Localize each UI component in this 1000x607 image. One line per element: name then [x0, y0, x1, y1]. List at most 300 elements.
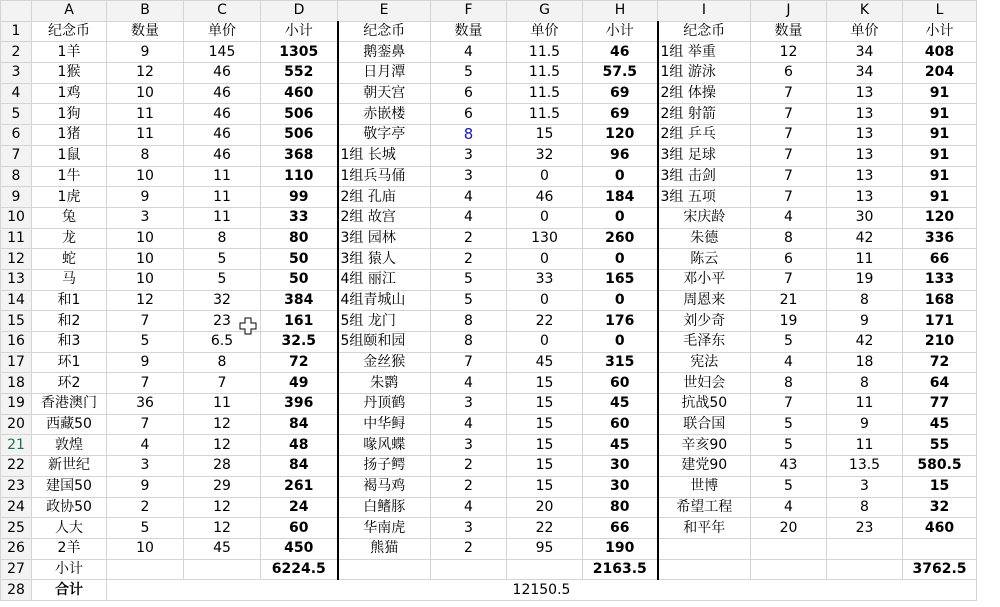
cell-j-qty[interactable]	[751, 538, 827, 559]
cell-l-sub[interactable]: 15	[903, 476, 977, 497]
cell-e-name[interactable]: 5组颐和园	[338, 332, 431, 353]
cell-a-name[interactable]: 西藏50	[32, 414, 107, 435]
cell-d-sub[interactable]: 60	[261, 518, 338, 539]
cell-h-sub[interactable]: 184	[583, 187, 658, 208]
cell-a-name[interactable]: 敦煌	[32, 435, 107, 456]
cell-a-name[interactable]: 兔	[32, 207, 107, 228]
cell-g-price[interactable]: 15	[507, 476, 583, 497]
cell-l-sub[interactable]: 120	[903, 207, 977, 228]
column-header-d[interactable]: D	[261, 1, 338, 22]
cell-i-name[interactable]: 朱德	[658, 228, 751, 249]
cell-d-sub[interactable]: 32.5	[261, 332, 338, 353]
cell-b-qty[interactable]: 8	[107, 145, 184, 166]
cell-c-price[interactable]: 11	[184, 187, 261, 208]
blank-cell[interactable]	[507, 559, 583, 580]
cell-h-sub[interactable]: 30	[583, 456, 658, 477]
cell-a-name[interactable]: 和2	[32, 311, 107, 332]
row-header[interactable]: 2	[1, 42, 32, 63]
cell-k-price[interactable]: 13.5	[827, 456, 903, 477]
cell-c-price[interactable]: 12	[184, 497, 261, 518]
cell-d-sub[interactable]: 450	[261, 538, 338, 559]
cell-k-price[interactable]: 11	[827, 394, 903, 415]
cell-f-qty[interactable]: 3	[431, 145, 507, 166]
cell-c-price[interactable]: 28	[184, 456, 261, 477]
cell-f-qty[interactable]: 3	[431, 435, 507, 456]
cell-j-qty[interactable]: 8	[751, 373, 827, 394]
cell-k-price[interactable]: 19	[827, 269, 903, 290]
cell-c-price[interactable]: 46	[184, 104, 261, 125]
cell-g-price[interactable]: 33	[507, 269, 583, 290]
cell-e-name[interactable]: 敬字亭	[338, 125, 431, 146]
cell-l-sub[interactable]: 580.5	[903, 456, 977, 477]
cell-k-price[interactable]: 13	[827, 145, 903, 166]
cell-j-qty[interactable]: 5	[751, 476, 827, 497]
cell-f-qty[interactable]: 4	[431, 207, 507, 228]
cell-l-sub[interactable]: 204	[903, 63, 977, 84]
cell-k-price[interactable]: 42	[827, 228, 903, 249]
cell-l-sub[interactable]: 32	[903, 497, 977, 518]
cell-g-price[interactable]: 11.5	[507, 42, 583, 63]
cell-e-name[interactable]: 赤嵌楼	[338, 104, 431, 125]
cell-e-name[interactable]: 朱鹮	[338, 373, 431, 394]
row-header[interactable]: 3	[1, 63, 32, 84]
row-header[interactable]: 7	[1, 145, 32, 166]
row-header[interactable]: 21	[1, 435, 32, 456]
blank-cell[interactable]	[184, 559, 261, 580]
cell-b-qty[interactable]: 7	[107, 414, 184, 435]
row-header[interactable]: 6	[1, 125, 32, 146]
cell-f-qty[interactable]: 7	[431, 352, 507, 373]
cell-h-sub[interactable]: 69	[583, 83, 658, 104]
cell-j-qty[interactable]: 7	[751, 166, 827, 187]
cell-a-name[interactable]: 新世纪	[32, 456, 107, 477]
cell-j-qty[interactable]: 5	[751, 435, 827, 456]
cell-d-sub[interactable]: 72	[261, 352, 338, 373]
header-cell-name[interactable]: 纪念币	[32, 21, 107, 42]
cell-d-sub[interactable]: 384	[261, 290, 338, 311]
cell-l-sub[interactable]: 460	[903, 518, 977, 539]
cell-b-qty[interactable]: 9	[107, 187, 184, 208]
cell-c-price[interactable]: 12	[184, 435, 261, 456]
cell-c-price[interactable]: 46	[184, 125, 261, 146]
cell-j-qty[interactable]: 21	[751, 290, 827, 311]
cell-i-name[interactable]: 宋庆龄	[658, 207, 751, 228]
cell-f-qty[interactable]: 3	[431, 166, 507, 187]
cell-d-sub[interactable]: 84	[261, 456, 338, 477]
header-cell-price[interactable]: 单价	[827, 21, 903, 42]
cell-b-qty[interactable]: 10	[107, 538, 184, 559]
blank-cell[interactable]	[431, 559, 507, 580]
cell-k-price[interactable]: 13	[827, 125, 903, 146]
select-all-corner[interactable]	[1, 1, 32, 22]
cell-e-name[interactable]: 3组 猿人	[338, 249, 431, 270]
cell-l-sub[interactable]: 45	[903, 414, 977, 435]
cell-k-price[interactable]: 34	[827, 42, 903, 63]
cell-d-sub[interactable]: 368	[261, 145, 338, 166]
cell-l-sub[interactable]	[903, 538, 977, 559]
cell-h-sub[interactable]: 0	[583, 207, 658, 228]
row-header[interactable]: 10	[1, 207, 32, 228]
cell-g-price[interactable]: 0	[507, 249, 583, 270]
cell-i-name[interactable]: 3组 击剑	[658, 166, 751, 187]
cell-b-qty[interactable]: 12	[107, 290, 184, 311]
cell-d-sub[interactable]: 161	[261, 311, 338, 332]
cell-i-name[interactable]: 陈云	[658, 249, 751, 270]
cell-g-price[interactable]: 15	[507, 125, 583, 146]
cell-d-sub[interactable]: 1305	[261, 42, 338, 63]
cell-f-qty[interactable]: 4	[431, 42, 507, 63]
cell-j-qty[interactable]: 4	[751, 497, 827, 518]
cell-c-price[interactable]: 46	[184, 83, 261, 104]
cell-b-qty[interactable]: 5	[107, 518, 184, 539]
cell-d-sub[interactable]: 50	[261, 249, 338, 270]
cell-j-qty[interactable]: 7	[751, 145, 827, 166]
cell-e-name[interactable]: 5组 龙门	[338, 311, 431, 332]
cell-l-sub[interactable]: 210	[903, 332, 977, 353]
cell-a-name[interactable]: 1猪	[32, 125, 107, 146]
cell-l-sub[interactable]: 91	[903, 187, 977, 208]
cell-e-name[interactable]: 4组青城山	[338, 290, 431, 311]
cell-e-name[interactable]: 1组兵马俑	[338, 166, 431, 187]
column-header-a[interactable]: A	[32, 1, 107, 22]
cell-l-sub[interactable]: 91	[903, 145, 977, 166]
cell-l-sub[interactable]: 91	[903, 125, 977, 146]
row-header[interactable]: 5	[1, 104, 32, 125]
cell-l-sub[interactable]: 66	[903, 249, 977, 270]
cell-i-name[interactable]: 宪法	[658, 352, 751, 373]
column-header-g[interactable]: G	[507, 1, 583, 22]
cell-k-price[interactable]: 13	[827, 166, 903, 187]
cell-e-name[interactable]: 2组 故宫	[338, 207, 431, 228]
cell-a-name[interactable]: 1虎	[32, 187, 107, 208]
cell-k-price[interactable]: 8	[827, 373, 903, 394]
cell-b-qty[interactable]: 10	[107, 83, 184, 104]
cell-c-price[interactable]: 23	[184, 311, 261, 332]
cell-a-name[interactable]: 1鼠	[32, 145, 107, 166]
row-header[interactable]: 20	[1, 414, 32, 435]
cell-g-price[interactable]: 15	[507, 456, 583, 477]
row-header[interactable]: 19	[1, 394, 32, 415]
cell-f-qty[interactable]: 5	[431, 290, 507, 311]
cell-g-price[interactable]: 15	[507, 435, 583, 456]
row-header[interactable]: 9	[1, 187, 32, 208]
cell-i-name[interactable]: 2组 射箭	[658, 104, 751, 125]
cell-l-sub[interactable]: 72	[903, 352, 977, 373]
cell-g-price[interactable]: 22	[507, 311, 583, 332]
cell-g-price[interactable]: 95	[507, 538, 583, 559]
column-header-i[interactable]: I	[658, 1, 751, 22]
cell-h-sub[interactable]: 45	[583, 435, 658, 456]
column-header-k[interactable]: K	[827, 1, 903, 22]
cell-e-name[interactable]: 中华鲟	[338, 414, 431, 435]
row-header[interactable]: 26	[1, 538, 32, 559]
cell-g-price[interactable]: 15	[507, 373, 583, 394]
cell-e-name[interactable]: 褐马鸡	[338, 476, 431, 497]
cell-g-price[interactable]: 22	[507, 518, 583, 539]
cell-e-name[interactable]: 扬子鳄	[338, 456, 431, 477]
cell-b-qty[interactable]: 12	[107, 63, 184, 84]
cell-h-sub[interactable]: 0	[583, 249, 658, 270]
cell-a-name[interactable]: 2羊	[32, 538, 107, 559]
cell-i-name[interactable]: 抗战50	[658, 394, 751, 415]
cell-i-name[interactable]: 希望工程	[658, 497, 751, 518]
header-cell-subtotal[interactable]: 小计	[261, 21, 338, 42]
cell-g-price[interactable]: 0	[507, 166, 583, 187]
cell-h-sub[interactable]: 60	[583, 373, 658, 394]
cell-h-sub[interactable]: 0	[583, 290, 658, 311]
blank-cell[interactable]	[827, 559, 903, 580]
cell-a-name[interactable]: 蛇	[32, 249, 107, 270]
cell-c-price[interactable]: 46	[184, 63, 261, 84]
cell-i-name[interactable]: 2组 乒乓	[658, 125, 751, 146]
cell-b-qty[interactable]: 10	[107, 269, 184, 290]
header-cell-subtotal[interactable]: 小计	[903, 21, 977, 42]
row-header[interactable]: 16	[1, 332, 32, 353]
row-header[interactable]: 11	[1, 228, 32, 249]
cell-h-sub[interactable]: 80	[583, 497, 658, 518]
cell-c-price[interactable]: 8	[184, 228, 261, 249]
cell-c-price[interactable]: 6.5	[184, 332, 261, 353]
cell-g-price[interactable]: 20	[507, 497, 583, 518]
cell-j-qty[interactable]: 19	[751, 311, 827, 332]
cell-k-price[interactable]: 42	[827, 332, 903, 353]
cell-f-qty[interactable]: 6	[431, 104, 507, 125]
cell-a-name[interactable]: 政协50	[32, 497, 107, 518]
cell-g-price[interactable]: 0	[507, 332, 583, 353]
cell-h-sub[interactable]: 176	[583, 311, 658, 332]
cell-k-price[interactable]: 8	[827, 497, 903, 518]
cell-e-name[interactable]: 喙风蝶	[338, 435, 431, 456]
cell-d-sub[interactable]: 33	[261, 207, 338, 228]
cell-a-name[interactable]: 马	[32, 269, 107, 290]
cell-h-sub[interactable]: 57.5	[583, 63, 658, 84]
column-header-h[interactable]: H	[583, 1, 658, 22]
cell-l-sub[interactable]: 91	[903, 104, 977, 125]
cell-i-name[interactable]: 1组 举重	[658, 42, 751, 63]
cell-l-sub[interactable]: 64	[903, 373, 977, 394]
cell-f-qty[interactable]: 8	[431, 311, 507, 332]
cell-b-qty[interactable]: 7	[107, 311, 184, 332]
cell-j-qty[interactable]: 5	[751, 414, 827, 435]
cell-h-sub[interactable]: 69	[583, 104, 658, 125]
row-header[interactable]: 17	[1, 352, 32, 373]
cell-j-qty[interactable]: 4	[751, 207, 827, 228]
cell-j-qty[interactable]: 7	[751, 83, 827, 104]
row-header[interactable]: 8	[1, 166, 32, 187]
cell-k-price[interactable]: 8	[827, 290, 903, 311]
cell-d-sub[interactable]: 50	[261, 269, 338, 290]
cell-g-price[interactable]: 11.5	[507, 83, 583, 104]
cell-b-qty[interactable]: 3	[107, 456, 184, 477]
blank-cell[interactable]	[338, 559, 431, 580]
cell-h-sub[interactable]: 46	[583, 42, 658, 63]
cell-d-sub[interactable]: 506	[261, 104, 338, 125]
cell-g-price[interactable]: 45	[507, 352, 583, 373]
cell-h-sub[interactable]: 120	[583, 125, 658, 146]
header-cell-price[interactable]: 单价	[507, 21, 583, 42]
cell-i-name[interactable]: 建党90	[658, 456, 751, 477]
cell-j-qty[interactable]: 8	[751, 228, 827, 249]
cell-k-price[interactable]: 13	[827, 83, 903, 104]
cell-h-sub[interactable]: 60	[583, 414, 658, 435]
cell-l-sub[interactable]: 408	[903, 42, 977, 63]
cell-f-qty[interactable]: 2	[431, 538, 507, 559]
cell-i-name[interactable]: 周恩来	[658, 290, 751, 311]
header-cell-qty[interactable]: 数量	[751, 21, 827, 42]
row-header[interactable]: 24	[1, 497, 32, 518]
cell-b-qty[interactable]: 7	[107, 373, 184, 394]
cell-f-qty[interactable]: 5	[431, 63, 507, 84]
cell-a-name[interactable]: 香港澳门	[32, 394, 107, 415]
cell-g-price[interactable]: 11.5	[507, 63, 583, 84]
cell-j-qty[interactable]: 6	[751, 249, 827, 270]
cell-h-sub[interactable]: 66	[583, 518, 658, 539]
cell-b-qty[interactable]: 11	[107, 125, 184, 146]
cell-h-sub[interactable]: 0	[583, 332, 658, 353]
cell-k-price[interactable]: 11	[827, 435, 903, 456]
cell-h-sub[interactable]: 190	[583, 538, 658, 559]
cell-f-qty[interactable]: 5	[431, 269, 507, 290]
cell-g-price[interactable]: 32	[507, 145, 583, 166]
cell-b-qty[interactable]: 36	[107, 394, 184, 415]
column-header-e[interactable]: E	[338, 1, 431, 22]
cell-e-name[interactable]: 朝天宫	[338, 83, 431, 104]
cell-e-name[interactable]: 白鳍豚	[338, 497, 431, 518]
row-header[interactable]: 18	[1, 373, 32, 394]
row-header[interactable]: 15	[1, 311, 32, 332]
cell-j-qty[interactable]: 7	[751, 187, 827, 208]
cell-b-qty[interactable]: 9	[107, 352, 184, 373]
header-cell-subtotal[interactable]: 小计	[583, 21, 658, 42]
cell-i-name[interactable]: 刘少奇	[658, 311, 751, 332]
cell-j-qty[interactable]: 7	[751, 394, 827, 415]
cell-i-name[interactable]: 联合国	[658, 414, 751, 435]
cell-k-price[interactable]: 13	[827, 187, 903, 208]
cell-a-name[interactable]: 1狗	[32, 104, 107, 125]
column-header-j[interactable]: J	[751, 1, 827, 22]
cell-j-qty[interactable]: 20	[751, 518, 827, 539]
cell-f-qty[interactable]: 4	[431, 187, 507, 208]
cell-b-qty[interactable]: 9	[107, 42, 184, 63]
cell-l-sub[interactable]: 133	[903, 269, 977, 290]
row-header[interactable]: 14	[1, 290, 32, 311]
cell-f-qty[interactable]: 3	[431, 394, 507, 415]
grand-total-label[interactable]: 合计	[32, 580, 107, 601]
cell-k-price[interactable]: 3	[827, 476, 903, 497]
cell-c-price[interactable]: 5	[184, 249, 261, 270]
cell-b-qty[interactable]: 10	[107, 228, 184, 249]
cell-g-price[interactable]: 15	[507, 394, 583, 415]
cell-g-price[interactable]: 15	[507, 414, 583, 435]
blank-cell[interactable]	[658, 559, 751, 580]
cell-d-sub[interactable]: 460	[261, 83, 338, 104]
cell-h-sub[interactable]: 30	[583, 476, 658, 497]
cell-a-name[interactable]: 环2	[32, 373, 107, 394]
cell-i-name[interactable]	[658, 538, 751, 559]
row-header[interactable]: 27	[1, 559, 32, 580]
cell-i-name[interactable]: 3组 五项	[658, 187, 751, 208]
cell-b-qty[interactable]: 5	[107, 332, 184, 353]
cell-j-qty[interactable]: 7	[751, 125, 827, 146]
cell-g-price[interactable]: 0	[507, 290, 583, 311]
cell-k-price[interactable]: 34	[827, 63, 903, 84]
cell-b-qty[interactable]: 10	[107, 166, 184, 187]
row-header[interactable]: 12	[1, 249, 32, 270]
cell-e-name[interactable]: 华南虎	[338, 518, 431, 539]
cell-k-price[interactable]: 11	[827, 249, 903, 270]
cell-f-qty[interactable]: 4	[431, 373, 507, 394]
header-cell-price[interactable]: 单价	[184, 21, 261, 42]
cell-h-sub[interactable]: 165	[583, 269, 658, 290]
cell-k-price[interactable]: 18	[827, 352, 903, 373]
cell-b-qty[interactable]: 10	[107, 249, 184, 270]
cell-a-name[interactable]: 龙	[32, 228, 107, 249]
cell-a-name[interactable]: 1羊	[32, 42, 107, 63]
cell-e-name[interactable]: 2组 孔庙	[338, 187, 431, 208]
cell-k-price[interactable]: 13	[827, 104, 903, 125]
cell-b-qty[interactable]: 4	[107, 435, 184, 456]
column-header-f[interactable]: F	[431, 1, 507, 22]
cell-c-price[interactable]: 45	[184, 538, 261, 559]
cell-e-name[interactable]: 4组 丽江	[338, 269, 431, 290]
row-header[interactable]: 23	[1, 476, 32, 497]
header-cell-qty[interactable]: 数量	[107, 21, 184, 42]
cell-g-price[interactable]: 130	[507, 228, 583, 249]
cell-h-sub[interactable]: 315	[583, 352, 658, 373]
subtotal-label[interactable]: 小计	[32, 559, 107, 580]
cell-k-price[interactable]: 23	[827, 518, 903, 539]
cell-j-qty[interactable]: 5	[751, 332, 827, 353]
cell-l-sub[interactable]: 171	[903, 311, 977, 332]
row-header[interactable]: 1	[1, 21, 32, 42]
row-header[interactable]: 4	[1, 83, 32, 104]
cell-f-qty[interactable]: 2	[431, 456, 507, 477]
cell-f-qty[interactable]: 6	[431, 83, 507, 104]
cell-k-price[interactable]: 9	[827, 311, 903, 332]
cell-a-name[interactable]: 建国50	[32, 476, 107, 497]
cell-l-sub[interactable]: 55	[903, 435, 977, 456]
cell-c-price[interactable]: 11	[184, 207, 261, 228]
cell-g-price[interactable]: 46	[507, 187, 583, 208]
cell-h-sub[interactable]: 96	[583, 145, 658, 166]
cell-e-name[interactable]: 熊猫	[338, 538, 431, 559]
header-cell-qty[interactable]: 数量	[431, 21, 507, 42]
subtotal-l[interactable]: 3762.5	[903, 559, 977, 580]
cell-d-sub[interactable]: 506	[261, 125, 338, 146]
cell-j-qty[interactable]: 7	[751, 104, 827, 125]
cell-c-price[interactable]: 46	[184, 145, 261, 166]
column-header-l[interactable]: L	[903, 1, 977, 22]
cell-j-qty[interactable]: 6	[751, 63, 827, 84]
blank-cell[interactable]	[107, 559, 184, 580]
cell-k-price[interactable]	[827, 538, 903, 559]
column-header-b[interactable]: B	[107, 1, 184, 22]
cell-i-name[interactable]: 1组 游泳	[658, 63, 751, 84]
cell-i-name[interactable]: 世博	[658, 476, 751, 497]
cell-h-sub[interactable]: 260	[583, 228, 658, 249]
cell-j-qty[interactable]: 7	[751, 269, 827, 290]
cell-a-name[interactable]: 人大	[32, 518, 107, 539]
cell-l-sub[interactable]: 91	[903, 166, 977, 187]
cell-c-price[interactable]: 145	[184, 42, 261, 63]
row-header[interactable]: 28	[1, 580, 32, 601]
cell-d-sub[interactable]: 552	[261, 63, 338, 84]
row-header[interactable]: 25	[1, 518, 32, 539]
cell-c-price[interactable]: 5	[184, 269, 261, 290]
cell-i-name[interactable]: 3组 足球	[658, 145, 751, 166]
cell-d-sub[interactable]: 84	[261, 414, 338, 435]
cell-f-qty[interactable]: 2	[431, 228, 507, 249]
